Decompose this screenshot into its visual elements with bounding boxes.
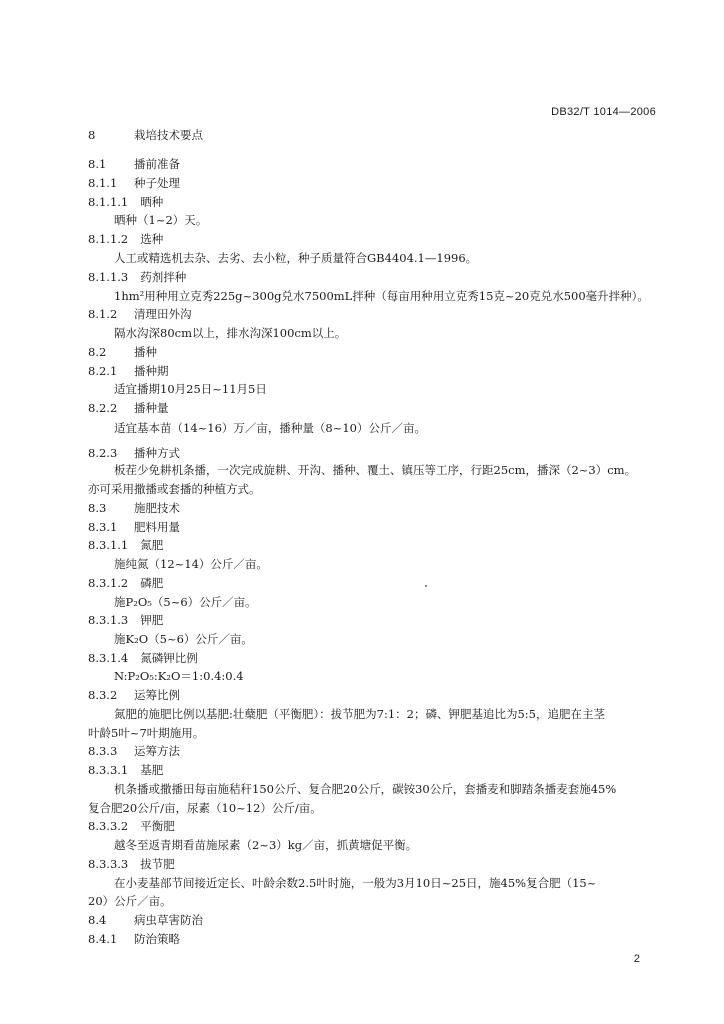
body-text-line <box>114 557 268 571</box>
section-heading <box>88 270 186 284</box>
section-number: 8.3.1.1 <box>88 538 129 552</box>
section-title: 种子处理 <box>134 176 180 190</box>
section-title: 病虫草害防治 <box>134 913 203 927</box>
section-heading <box>88 195 163 209</box>
section-title: 基肥 <box>140 763 164 777</box>
section-title: 播种量 <box>134 401 169 415</box>
section-title: 运筹比例 <box>134 688 180 702</box>
section-title: 播前准备 <box>134 157 180 171</box>
body-text-line <box>114 463 636 477</box>
section-heading <box>88 913 203 927</box>
body-text-line <box>88 894 172 908</box>
section-heading <box>88 307 192 321</box>
section-number: 8.4.1 <box>88 932 118 946</box>
paragraph-text: 隔水沟深80cm以上，排水沟深100cm以上。 <box>114 326 347 340</box>
body-text-line <box>88 801 322 815</box>
section-number: 8.3.1.3 <box>88 613 129 627</box>
body-text-line <box>114 595 257 609</box>
section-number: 8.2.2 <box>88 401 118 415</box>
section-heading <box>88 651 198 665</box>
section-title: 氮肥 <box>140 538 164 552</box>
page-number: 2 <box>633 953 640 965</box>
paragraph-text: 氮肥的施肥比例以基肥:壮蘖肥（平衡肥）：拔节肥为7:1：2；磷、钾肥基追比为5:5，追肥在主茎 <box>114 707 605 721</box>
section-title: 清理田外沟 <box>134 307 192 321</box>
body-text-line <box>114 289 649 303</box>
section-number: 8.1.1.3 <box>88 270 129 284</box>
section-number: 8.3.1.2 <box>88 576 129 590</box>
section-heading <box>88 176 180 190</box>
section-heading <box>88 128 203 142</box>
paragraph-text: 机条播或撒播田每亩施秸秆150公斤、复合肥20公斤，碳铵30公斤，套播麦和脚踏条播麦套施45% <box>114 782 617 796</box>
paragraph-text: 1hm²用种用立克秀225g~300g兑水7500mL拌种（每亩用种用立克秀15克~20克兑水500毫升拌种）。 <box>114 289 649 303</box>
section-title: 运筹方法 <box>134 744 180 758</box>
section-title: 播种方式 <box>134 446 180 460</box>
section-number: 8.1.2 <box>88 307 118 321</box>
paragraph-text: 施纯氮（12~14）公斤／亩。 <box>114 557 268 571</box>
section-title: 播种期 <box>134 364 169 378</box>
section-heading <box>88 763 163 777</box>
section-title: 拔节肥 <box>140 857 175 871</box>
section-number: 8.3.3 <box>88 744 118 758</box>
paragraph-text: 板茬少免耕机条播，一次完成旋耕、开沟、播种、覆土、镇压等工序，行距25cm，播深（2~3）cm。 <box>114 463 637 477</box>
section-title: 选种 <box>140 232 164 246</box>
section-number: 8.1.1 <box>88 176 118 190</box>
section-number: 8.4 <box>88 913 107 927</box>
section-number: 8.3.1.4 <box>88 651 129 665</box>
body-text-line <box>114 213 207 227</box>
body-text-line <box>114 382 267 396</box>
section-title: 钾肥 <box>140 613 164 627</box>
section-heading <box>88 157 180 171</box>
section-title: 平衡肥 <box>140 819 175 833</box>
section-number: 8.1.1.1 <box>88 195 129 209</box>
section-number: 8.1.1.2 <box>88 232 129 246</box>
section-number: 8.2.1 <box>88 364 118 378</box>
paragraph-text: 适宜基本苗（14~16）万／亩，播种量（8~10）公斤／亩。 <box>114 421 426 435</box>
body-text-line <box>114 876 596 890</box>
section-title: 磷肥 <box>140 576 164 590</box>
section-title: 晒种 <box>140 195 164 209</box>
section-heading <box>88 744 180 758</box>
body-text-line <box>114 632 253 646</box>
section-number: 8.3.3.1 <box>88 763 129 777</box>
section-heading <box>88 345 157 359</box>
paragraph-text: 人工或精选机去杂、去劣、去小粒，种子质量符合GB4404.1—1996。 <box>114 251 478 265</box>
section-heading <box>88 520 180 534</box>
paragraph-text: 施K₂O（5~6）公斤／亩。 <box>114 632 253 646</box>
section-heading <box>88 401 169 415</box>
body-text-line <box>114 251 477 265</box>
section-number: 8.1 <box>88 157 107 171</box>
section-title: 氮磷钾比例 <box>140 651 198 665</box>
paragraph-text: 适宜播期10月25日~11月5日 <box>114 382 267 396</box>
paragraph-text: 叶龄5叶~7叶期施用。 <box>88 726 205 740</box>
body-text-line <box>114 421 426 435</box>
paragraph-text: 20）公斤／亩。 <box>88 894 172 908</box>
section-heading <box>88 364 169 378</box>
section-number: 8.3.3.3 <box>88 857 129 871</box>
paragraph-text: N:P₂O₅:K₂O＝1:0.4:0.4 <box>114 669 244 683</box>
paragraph-text: 复合肥20公斤/亩，尿素（10~12）公斤/亩。 <box>88 801 322 815</box>
paragraph-text: 亦可采用撒播或套播的种植方式。 <box>88 482 261 496</box>
section-heading <box>88 538 163 552</box>
section-heading <box>88 446 180 460</box>
section-title: 栽培技术要点 <box>134 128 203 142</box>
document-code: DB32/T 1014—2006 <box>551 106 656 118</box>
section-heading <box>88 501 180 515</box>
section-heading <box>88 857 175 871</box>
body-text-line <box>88 726 204 740</box>
paragraph-text: 越冬至返青期看苗施尿素（2~3）kg／亩，抓黄塘促平衡。 <box>114 838 418 852</box>
paragraph-text: 施P₂O₅（5~6）公斤／亩。 <box>114 595 257 609</box>
section-title: 肥料用量 <box>134 520 180 534</box>
section-number: 8 <box>88 128 96 142</box>
body-text-line <box>88 482 261 496</box>
section-number: 8.2 <box>88 345 107 359</box>
section-title: 播种 <box>134 345 157 359</box>
section-number: 8.3 <box>88 501 107 515</box>
section-number: 8.3.2 <box>88 688 118 702</box>
section-number: 8.2.3 <box>88 446 118 460</box>
section-heading <box>88 932 180 946</box>
section-title: 防治策略 <box>134 932 180 946</box>
body-text-line <box>114 326 346 340</box>
section-title: 施肥技术 <box>134 501 180 515</box>
body-text-line <box>114 838 417 852</box>
body-text-line <box>114 669 244 683</box>
section-heading <box>88 232 163 246</box>
section-heading <box>88 576 163 590</box>
scan-speck <box>425 585 427 587</box>
paragraph-text: 在小麦基部节间接近定长、叶龄余数2.5叶时施，一般为3月10日~25日，施45%复合肥（15~ <box>114 876 597 890</box>
section-number: 8.3.3.2 <box>88 819 129 833</box>
body-text-line <box>114 782 616 796</box>
paragraph-text: 晒种（1~2）天。 <box>114 213 208 227</box>
section-heading <box>88 613 163 627</box>
section-title: 药剂拌种 <box>140 270 187 284</box>
section-heading <box>88 819 175 833</box>
body-text-line <box>114 707 605 721</box>
section-number: 8.3.1 <box>88 520 118 534</box>
section-heading <box>88 688 180 702</box>
